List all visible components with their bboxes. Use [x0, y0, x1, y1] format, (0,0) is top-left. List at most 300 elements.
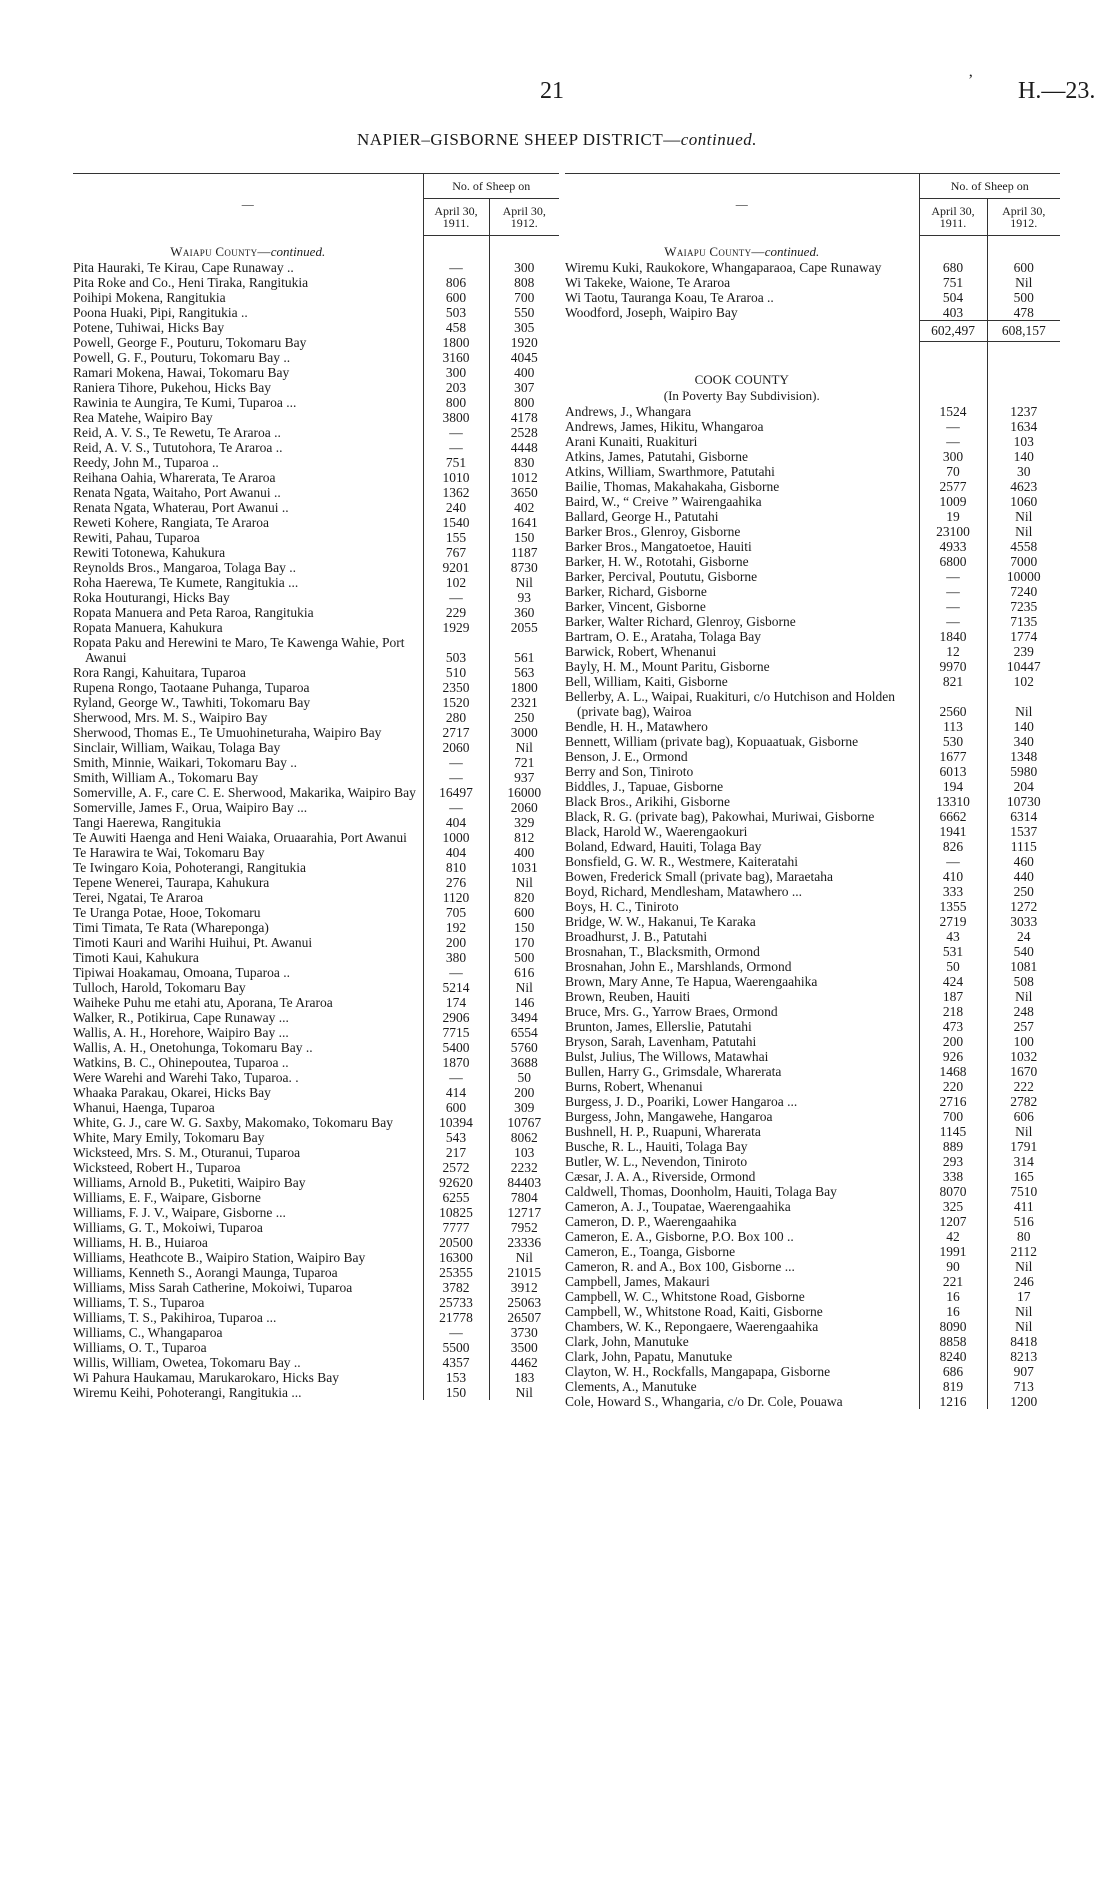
sheep-1912: 103: [1013, 434, 1034, 449]
owner-name: Williams, Heathcote B., Waipiro Station, Waipiro Bay: [73, 1250, 423, 1265]
owner-name: Rewiti, Pahau, Tuparoa: [73, 530, 423, 545]
sheep-1912: Nil: [515, 1250, 533, 1265]
sheep-1911: 5500: [423, 1340, 489, 1355]
sheep-1911: 300: [919, 449, 987, 464]
owner-name: Reweti Kohere, Rangiata, Te Araroa: [73, 515, 423, 530]
owner-name: Bridge, W. W., Hakanui, Te Karaka: [565, 914, 919, 929]
owner-name: Berry and Son, Tiniroto: [565, 764, 919, 779]
sheep-1912: 30: [1017, 464, 1031, 479]
table-row: [565, 674, 1060, 689]
sheep-1911: 192: [423, 920, 489, 935]
owner-name: Bushnell, H. P., Ruapuni, Wharerata: [565, 1124, 919, 1139]
sheep-1911: 1540: [423, 515, 489, 530]
table-row: [73, 1160, 559, 1175]
owner-name: Biddles, J., Tapuae, Gisborne: [565, 779, 919, 794]
page-mark: ’: [968, 72, 974, 89]
owner-name: Campbell, W. C., Whitstone Road, Gisborne: [565, 1289, 919, 1304]
sheep-1911: 5214: [423, 980, 489, 995]
owner-name: Bartram, O. E., Arataha, Tolaga Bay: [565, 629, 919, 644]
owner-name: Te Iwingaro Koia, Pohoterangi, Rangitukia: [73, 860, 423, 875]
sheep-1911: —: [423, 800, 489, 815]
owner-name: Roka Houturangi, Hicks Bay: [73, 590, 423, 605]
owner-name: Atkins, James, Patutahi, Gisborne: [565, 449, 919, 464]
table-row: [73, 470, 559, 485]
table-row: [565, 1394, 1060, 1409]
owner-name: Wi Takeke, Waione, Te Araroa: [565, 275, 919, 290]
owner-name: Burgess, John, Mangawehe, Hangaroa: [565, 1109, 919, 1124]
owner-name: Te Auwiti Haenga and Heni Waiaka, Oruaarahia, Port Awanui: [73, 830, 423, 845]
sheep-1912: 1641: [510, 515, 538, 530]
sheep-1911: 7777: [423, 1220, 489, 1235]
table-row: [73, 995, 559, 1010]
sheep-1912: 7135: [1010, 614, 1038, 629]
table-row: [73, 515, 559, 530]
sheep-1912: 440: [1013, 869, 1034, 884]
owner-name: Brosnahan, John E., Marshlands, Ormond: [565, 959, 919, 974]
cook-county-subtitle: (In Poverty Bay Subdivision).: [565, 388, 919, 404]
sheep-1911: 16497: [423, 785, 489, 800]
sheep-1912: 165: [1013, 1169, 1034, 1184]
owner-name: Ryland, George W., Tawhiti, Tokomaru Bay: [73, 695, 423, 710]
report-reference: H.—23.: [1018, 78, 1096, 104]
owner-name: Bellerby, A. L., Waipai, Ruakituri, c/o Hutchison and Holden (private bag), Wairoa: [565, 689, 919, 719]
sheep-count-header: No. of Sheep on: [423, 174, 559, 199]
sheep-1911: 90: [919, 1259, 987, 1274]
table-row: [565, 1289, 1060, 1304]
sheep-1911: 1991: [919, 1244, 987, 1259]
sheep-1912: 516: [1013, 1214, 1034, 1229]
sheep-1911: 10825: [423, 1205, 489, 1220]
sheep-1912: 500: [514, 950, 535, 965]
table-row: [73, 545, 559, 560]
sheep-1912: 500: [1013, 290, 1034, 305]
table-row: [73, 1325, 559, 1340]
sheep-1911: 19: [919, 509, 987, 524]
owner-name: Tulloch, Harold, Tokomaru Bay: [73, 980, 423, 995]
sheep-1911: 102: [423, 575, 489, 590]
table-row: [73, 1340, 559, 1355]
sheep-1911: 16: [919, 1304, 987, 1319]
table-row: [565, 404, 1060, 419]
sheep-1912: 17: [1017, 1289, 1031, 1304]
table-row: [565, 899, 1060, 914]
table-row: [73, 635, 559, 665]
table-row: [565, 479, 1060, 494]
sheep-1912: 1634: [1010, 419, 1038, 434]
sheep-1911: 8070: [919, 1184, 987, 1199]
sheep-1911: —: [423, 1325, 489, 1340]
sheep-1911: —: [423, 590, 489, 605]
table-row: [565, 1334, 1060, 1349]
sheep-1911: 530: [919, 734, 987, 749]
owner-name: Williams, T. S., Tuparoa: [73, 1295, 423, 1310]
table-row: [565, 659, 1060, 674]
sheep-1911: 1000: [423, 830, 489, 845]
sheep-1911: 12: [919, 644, 987, 659]
table-row: [73, 725, 559, 740]
owner-name: White, Mary Emily, Tokomaru Bay: [73, 1130, 423, 1145]
owner-name: Williams, E. F., Waipare, Gisborne: [73, 1190, 423, 1205]
sheep-1912: 1012: [510, 470, 538, 485]
owner-name: Williams, Kenneth S., Aorangi Maunga, Tuparoa: [73, 1265, 423, 1280]
owner-name: Arani Kunaiti, Ruakituri: [565, 434, 919, 449]
owner-name: Timoti Kauri and Warihi Huihui, Pt. Awanui: [73, 935, 423, 950]
sheep-1911: —: [919, 599, 987, 614]
table-row: [565, 959, 1060, 974]
sheep-1912: 4462: [510, 1355, 538, 1370]
sheep-1912: 146: [514, 995, 535, 1010]
sheep-1911: 280: [423, 710, 489, 725]
owner-name: Poona Huaki, Pipi, Rangitukia ..: [73, 305, 423, 320]
owner-name: Barker, Walter Richard, Glenroy, Gisborne: [565, 614, 919, 629]
sheep-1911: 600: [423, 290, 489, 305]
table-row: [73, 890, 559, 905]
sheep-1911: 16300: [423, 1250, 489, 1265]
table-row: [73, 1100, 559, 1115]
owner-name: Rewiti Totonewa, Kahukura: [73, 545, 423, 560]
table-row: [565, 1259, 1060, 1274]
table-row: [565, 974, 1060, 989]
sheep-1911: 9201: [423, 560, 489, 575]
sheep-1912: Nil: [1015, 524, 1033, 539]
sheep-1912: 1774: [1010, 629, 1038, 644]
sheep-1911: 293: [919, 1154, 987, 1169]
sheep-1911: 92620: [423, 1175, 489, 1190]
sheep-1911: 42: [919, 1229, 987, 1244]
owner-name: Te Harawira te Wai, Tokomaru Bay: [73, 845, 423, 860]
table-row: [565, 1169, 1060, 1184]
table-row: [73, 305, 559, 320]
page-heading: [0, 130, 1114, 150]
sheep-1912: 84403: [507, 1175, 542, 1190]
table-row: [565, 1274, 1060, 1289]
sheep-1911: 10394: [423, 1115, 489, 1130]
sheep-1911: 543: [423, 1130, 489, 1145]
sheep-1912: 540: [1013, 944, 1034, 959]
sheep-1911: 229: [423, 605, 489, 620]
sheep-1912: 937: [514, 770, 535, 785]
sheep-1912: 7235: [1010, 599, 1038, 614]
owner-name: Cæsar, J. A. A., Riverside, Ormond: [565, 1169, 919, 1184]
sheep-1911: 23100: [919, 524, 987, 539]
sheep-1911: 113: [919, 719, 987, 734]
sheep-1911: 194: [919, 779, 987, 794]
owner-name: Walker, R., Potikirua, Cape Runaway ...: [73, 1010, 423, 1025]
sheep-1912: Nil: [1015, 1319, 1033, 1334]
sheep-1912: 183: [514, 1370, 535, 1385]
owner-name: Wiremu Keihi, Pohoterangi, Rangitukia ...: [73, 1385, 423, 1400]
sheep-1912: 2321: [510, 695, 538, 710]
owner-name: Terei, Ngatai, Te Araroa: [73, 890, 423, 905]
owner-name: Wi Pahura Haukamau, Marukarokaro, Hicks Bay: [73, 1370, 423, 1385]
table-row: [565, 689, 1060, 719]
sheep-1912: Nil: [515, 980, 533, 995]
sheep-1912: 4448: [510, 440, 538, 455]
page-number: 21: [540, 78, 564, 104]
table-row: [565, 614, 1060, 629]
sheep-1911: 806: [423, 275, 489, 290]
table-row: [565, 944, 1060, 959]
sheep-1912: 3033: [1010, 914, 1038, 929]
sheep-1911: 800: [423, 395, 489, 410]
sheep-1911: 810: [423, 860, 489, 875]
sheep-1911: 1677: [919, 749, 987, 764]
sheep-1911: 1010: [423, 470, 489, 485]
owner-name: Brosnahan, T., Blacksmith, Ormond: [565, 944, 919, 959]
table-row: [565, 1349, 1060, 1364]
sheep-1912: 606: [1013, 1109, 1034, 1124]
table-row: [565, 1019, 1060, 1034]
table-row: [73, 560, 559, 575]
table-row: [565, 1109, 1060, 1124]
table-row: [565, 1124, 1060, 1139]
table-row: [73, 1040, 559, 1055]
sheep-1912: 5760: [510, 1040, 538, 1055]
sheep-1911: 1145: [919, 1124, 987, 1139]
table-row: [73, 665, 559, 680]
sheep-1912: 103: [514, 1145, 535, 1160]
sheep-1911: 504: [919, 290, 987, 305]
sheep-1911: 325: [919, 1199, 987, 1214]
sheep-1911: 2572: [423, 1160, 489, 1175]
table-row: [73, 575, 559, 590]
sheep-1912: 1060: [1010, 494, 1038, 509]
table-row: [73, 1055, 559, 1070]
sheep-1911: 767: [423, 545, 489, 560]
owner-name: Raniera Tihore, Pukehou, Hicks Bay: [73, 380, 423, 395]
sheep-1911: 8090: [919, 1319, 987, 1334]
sheep-1912: 3688: [510, 1055, 538, 1070]
sheep-1912: 3494: [510, 1010, 538, 1025]
owner-name: Campbell, W., Whitstone Road, Kaiti, Gisborne: [565, 1304, 919, 1319]
owner-name: Bryson, Sarah, Lavenham, Patutahi: [565, 1034, 919, 1049]
owner-name: Reedy, John M., Tuparoa ..: [73, 455, 423, 470]
sheep-1911: 276: [423, 875, 489, 890]
owner-name: Bulst, Julius, The Willows, Matawhai: [565, 1049, 919, 1064]
sheep-1911: 3800: [423, 410, 489, 425]
table-row: [565, 599, 1060, 614]
table-row: [565, 524, 1060, 539]
owner-name: Brown, Mary Anne, Te Hapua, Waerengaahika: [565, 974, 919, 989]
table-row: [565, 1229, 1060, 1244]
owner-name: Burns, Robert, Whenanui: [565, 1079, 919, 1094]
column-1911-header: April 30, 1911.: [919, 199, 987, 236]
sheep-1912: 800: [514, 395, 535, 410]
owner-name: Williams, G. T., Mokoiwi, Tuparoa: [73, 1220, 423, 1235]
owner-name: Wicksteed, Mrs. S. M., Oturanui, Tuparoa: [73, 1145, 423, 1160]
heading-main: NAPIER–GISBORNE SHEEP DISTRICT—: [356, 130, 681, 149]
sheep-1911: 25355: [423, 1265, 489, 1280]
sheep-1911: —: [423, 440, 489, 455]
table-row: [565, 290, 1060, 305]
sheep-1912: Nil: [515, 740, 533, 755]
sheep-1911: 1941: [919, 824, 987, 839]
sheep-1911: 4933: [919, 539, 987, 554]
table-row: [73, 485, 559, 500]
table-row: [73, 425, 559, 440]
sheep-1911: 6662: [919, 809, 987, 824]
table-row: [565, 1214, 1060, 1229]
table-row: [73, 1385, 559, 1400]
owner-name: Williams, H. B., Huiaroa: [73, 1235, 423, 1250]
sheep-1912: 820: [514, 890, 535, 905]
sheep-1912: 460: [1013, 854, 1034, 869]
owner-name: Willis, William, Owetea, Tokomaru Bay ..: [73, 1355, 423, 1370]
sheep-1912: 100: [1013, 1034, 1034, 1049]
sheep-1912: Nil: [1015, 1124, 1033, 1139]
sheep-1912: 10000: [1006, 569, 1041, 584]
name-column-header: —: [565, 174, 919, 236]
table-row: [73, 1265, 559, 1280]
sheep-1911: 414: [423, 1085, 489, 1100]
owner-name: Smith, Minnie, Waikari, Tokomaru Bay ..: [73, 755, 423, 770]
owner-name: Tangi Haerewa, Rangitukia: [73, 815, 423, 830]
table-row: [565, 929, 1060, 944]
sheep-1911: 218: [919, 1004, 987, 1019]
sheep-1912: 24: [1017, 929, 1031, 944]
sheep-1911: 5400: [423, 1040, 489, 1055]
owner-name: Cameron, A. J., Toupatae, Waerengaahika: [565, 1199, 919, 1214]
right-table-body-cook: [565, 404, 1060, 1409]
owner-name: Campbell, James, Makauri: [565, 1274, 919, 1289]
sheep-1911: 510: [423, 665, 489, 680]
table-row: [565, 1379, 1060, 1394]
sheep-1912: 3650: [510, 485, 538, 500]
sheep-1911: 2350: [423, 680, 489, 695]
sheep-1912: 2112: [1010, 1244, 1037, 1259]
table-row: [565, 584, 1060, 599]
right-table-body-waiapu: [565, 236, 1060, 321]
table-row: [73, 1130, 559, 1145]
table-row: [565, 1079, 1060, 1094]
sheep-1911: 826: [919, 839, 987, 854]
sheep-1911: 1800: [423, 335, 489, 350]
name-column-header: —: [73, 174, 423, 236]
sheep-1912: 329: [514, 815, 535, 830]
table-row: [73, 1295, 559, 1310]
sheep-1912: 600: [1013, 260, 1034, 275]
owner-name: Cameron, E. A., Gisborne, P.O. Box 100 ..: [565, 1229, 919, 1244]
sheep-1912: 309: [514, 1100, 535, 1115]
sheep-1912: 478: [1013, 305, 1034, 320]
sheep-1912: 400: [514, 845, 535, 860]
sheep-1912: 250: [514, 710, 535, 725]
sheep-1912: 2528: [510, 425, 538, 440]
section-heading: Waiapu County—continued.: [73, 236, 423, 261]
owner-name: Andrews, James, Hikitu, Whangaroa: [565, 419, 919, 434]
owner-name: Butler, W. L., Nevendon, Tiniroto: [565, 1154, 919, 1169]
owner-name: Clayton, W. H., Rockfalls, Mangapapa, Gisborne: [565, 1364, 919, 1379]
sheep-1911: 220: [919, 1079, 987, 1094]
table-row: [73, 455, 559, 470]
owner-name: Cole, Howard S., Whangaria, c/o Dr. Cole, Pouawa: [565, 1394, 919, 1409]
sheep-1912: 1115: [1010, 839, 1037, 854]
owner-name: Clark, John, Manutuke: [565, 1334, 919, 1349]
sheep-1912: 7510: [1010, 1184, 1038, 1199]
sheep-1911: 6255: [423, 1190, 489, 1205]
owner-name: Wallis, A. H., Onetohunga, Tokomaru Bay ..: [73, 1040, 423, 1055]
table-row: [73, 410, 559, 425]
sheep-1912: Nil: [515, 875, 533, 890]
sheep-1912: 8418: [1010, 1334, 1038, 1349]
sheep-1911: 6013: [919, 764, 987, 779]
table-row: [73, 530, 559, 545]
owner-name: Barker, Vincent, Gisborne: [565, 599, 919, 614]
sheep-1912: 3500: [510, 1340, 538, 1355]
owner-name: Barwick, Robert, Whenanui: [565, 644, 919, 659]
table-row: [73, 350, 559, 365]
owner-name: Clements, A., Manutuke: [565, 1379, 919, 1394]
table-row: [565, 569, 1060, 584]
sheep-1912: 1200: [1010, 1394, 1038, 1409]
owner-name: Bayly, H. M., Mount Paritu, Gisborne: [565, 659, 919, 674]
sheep-1911: 404: [423, 845, 489, 860]
table-row: [73, 1190, 559, 1205]
sheep-1912: 150: [514, 920, 535, 935]
sheep-1912: 10767: [507, 1115, 542, 1130]
table-row: [565, 509, 1060, 524]
sheep-1912: 561: [514, 650, 535, 665]
sheep-1912: 808: [514, 275, 535, 290]
sheep-1911: 6800: [919, 554, 987, 569]
sheep-1911: 705: [423, 905, 489, 920]
sheep-1912: 402: [514, 500, 535, 515]
sheep-1912: 305: [514, 320, 535, 335]
owner-name: Ropata Manuera, Kahukura: [73, 620, 423, 635]
sheep-1912: 721: [514, 755, 535, 770]
table-row: [565, 1154, 1060, 1169]
table-row: [565, 1244, 1060, 1259]
sheep-1912: 170: [514, 935, 535, 950]
owner-name: Chambers, W. K., Repongaere, Waerengaahika: [565, 1319, 919, 1334]
sheep-1912: 307: [514, 380, 535, 395]
owner-name: Ramari Mokena, Hawai, Tokomaru Bay: [73, 365, 423, 380]
owner-name: Roha Haerewa, Te Kumete, Rangitukia ...: [73, 575, 423, 590]
table-row: [73, 605, 559, 620]
table-row: [73, 950, 559, 965]
owner-name: Barker, Percival, Poututu, Gisborne: [565, 569, 919, 584]
sheep-1911: 926: [919, 1049, 987, 1064]
sheep-1912: 140: [1013, 449, 1034, 464]
owner-name: Bennett, William (private bag), Kopuaatuak, Gisborne: [565, 734, 919, 749]
table-row: [565, 1364, 1060, 1379]
table-row: [73, 770, 559, 785]
sheep-1912: 250: [1013, 884, 1034, 899]
owner-name: Baird, W., “ Creive ” Wairengaahika: [565, 494, 919, 509]
owner-name: Bowen, Frederick Small (private bag), Maraetaha: [565, 869, 919, 884]
table-row: [565, 494, 1060, 509]
sheep-1912: 150: [514, 530, 535, 545]
sheep-1912: 360: [514, 605, 535, 620]
table-row: [73, 1115, 559, 1130]
table-row: [565, 749, 1060, 764]
sheep-1912: 563: [514, 665, 535, 680]
table-row: [73, 980, 559, 995]
sheep-1912: 1670: [1010, 1064, 1038, 1079]
owner-name: Pita Roke and Co., Heni Tiraka, Rangitukia: [73, 275, 423, 290]
sheep-1912: 6314: [1010, 809, 1038, 824]
table-row: [73, 380, 559, 395]
sheep-1911: 889: [919, 1139, 987, 1154]
table-row: [565, 854, 1060, 869]
table-row: [565, 1139, 1060, 1154]
sheep-1912: 16000: [507, 785, 542, 800]
sheep-1912: 248: [1013, 1004, 1034, 1019]
sheep-1911: 155: [423, 530, 489, 545]
table-row: [73, 1235, 559, 1250]
owner-name: Woodford, Joseph, Waipiro Bay: [565, 305, 919, 321]
cook-county-title: COOK COUNTY: [565, 372, 919, 388]
